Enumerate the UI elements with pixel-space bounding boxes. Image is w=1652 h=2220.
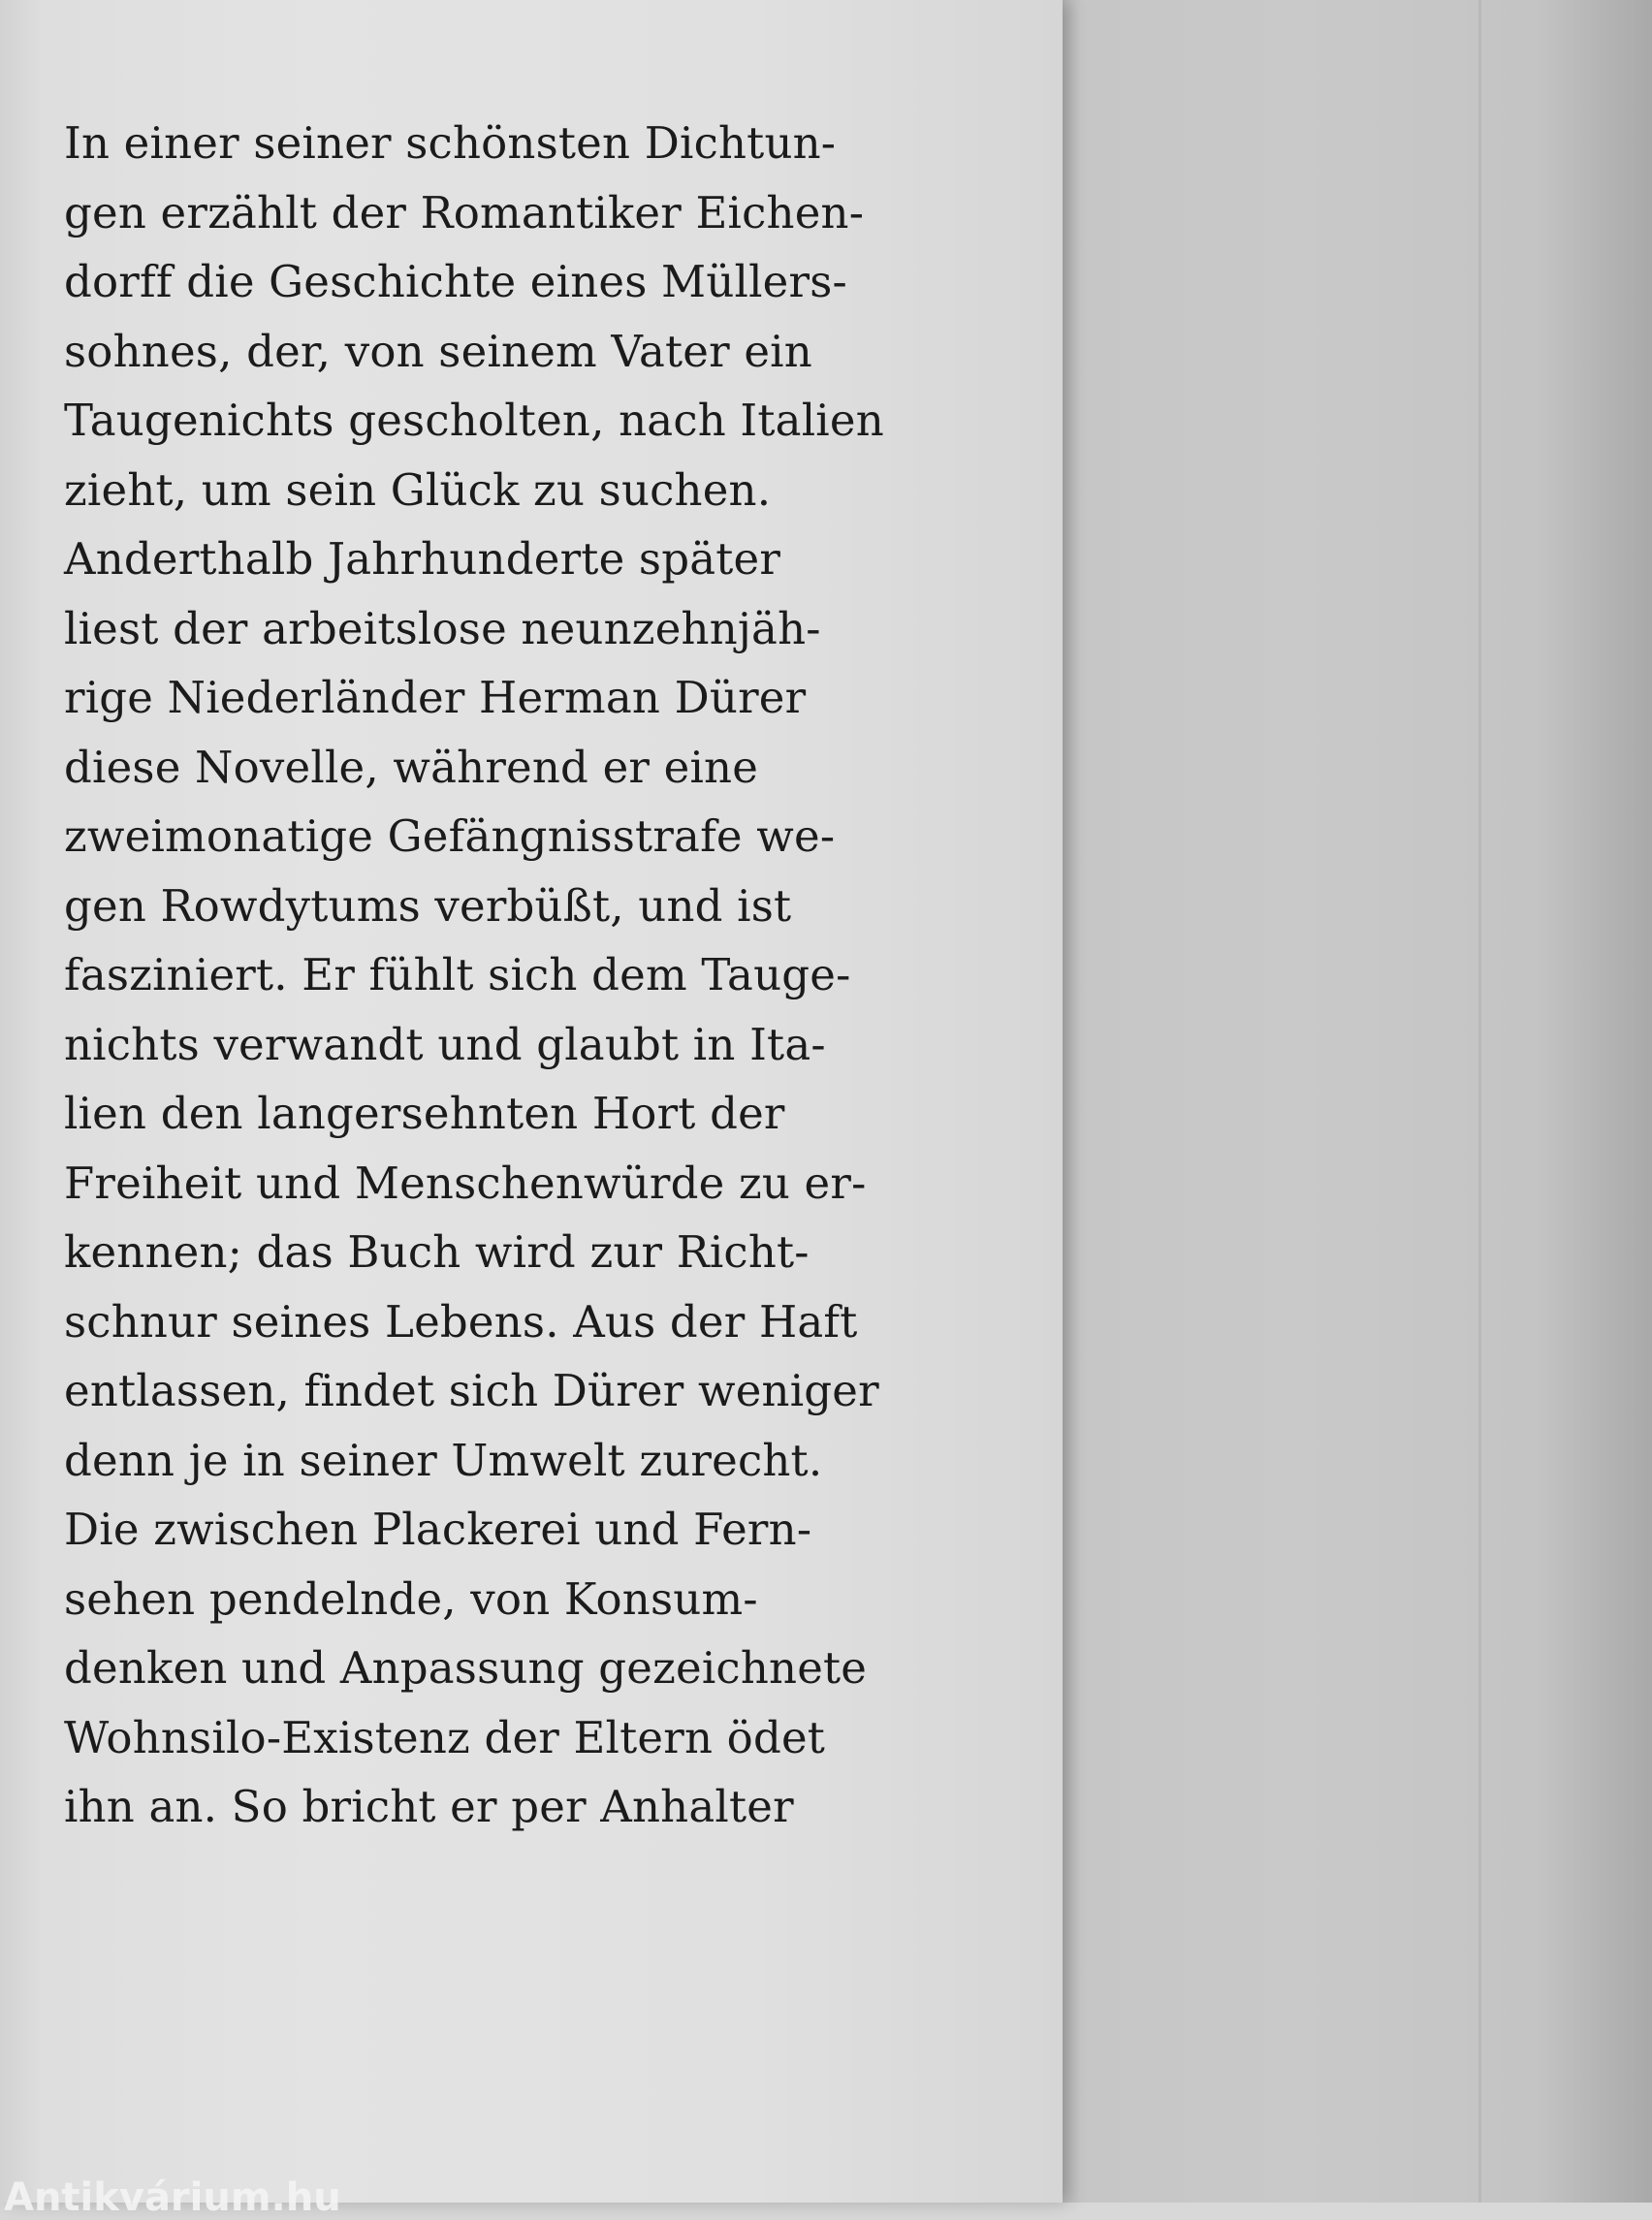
blurb-line: Die zwischen Plackerei und Fern- — [64, 1504, 812, 1555]
blurb-line: diese Novelle, während er eine — [64, 741, 759, 793]
blurb-line: nichts verwandt und glaubt in Ita- — [64, 1018, 826, 1070]
blurb-line: kennen; das Buch wird zur Richt- — [64, 1226, 810, 1278]
blurb-line: zieht, um sein Glück zu suchen. — [64, 463, 772, 516]
blurb-line: In einer seiner schönsten Dichtun- — [64, 117, 837, 169]
blurb-line: sehen pendelnde, von Konsum- — [64, 1572, 758, 1625]
blurb-line: gen Rowdytums verbüßt, und ist — [64, 879, 792, 932]
blurb-line: schnur seines Lebens. Aus der Haft — [64, 1295, 858, 1348]
blurb-line: sohnes, der, von seinem Vater ein — [64, 325, 812, 377]
blurb-line: Wohnsilo-Existenz der Eltern ödet — [64, 1711, 826, 1763]
blurb-line: Taugenichts gescholten, nach Italien — [64, 395, 884, 446]
cover-fold-line — [1478, 0, 1481, 2203]
watermark-text: Antikvárium.hu — [4, 2175, 341, 2220]
blurb-line: rige Niederländer Herman Dürer — [64, 672, 807, 723]
blurb-line: denn je in seiner Umwelt zurecht. — [64, 1434, 823, 1486]
blurb-line: denken und Anpassung gezeichnete — [64, 1642, 868, 1694]
blurb-line: Freiheit und Menschenwürde zu er- — [64, 1157, 867, 1209]
blurb-line: ihn an. So bricht er per Anhalter — [64, 1781, 794, 1832]
blurb-line: liest der arbeitslose neunzehnjäh- — [64, 602, 821, 654]
blurb-text — [64, 109, 1033, 1842]
blurb-line: dorff die Geschichte eines Müllers- — [64, 256, 847, 307]
blurb-line: lien den langersehnten Hort der — [64, 1088, 785, 1139]
blurb-line: zweimonatige Gefängnisstrafe we- — [64, 810, 836, 862]
blurb-line: gen erzählt der Romantiker Eichen- — [64, 186, 865, 238]
blurb-line: entlassen, findet sich Dürer weniger — [64, 1365, 879, 1416]
book-cover-background — [1063, 0, 1652, 2203]
blurb-line: fasziniert. Er fühlt sich dem Tauge- — [64, 949, 851, 1000]
blurb-line: Anderthalb Jahrhunderte später — [64, 533, 781, 585]
